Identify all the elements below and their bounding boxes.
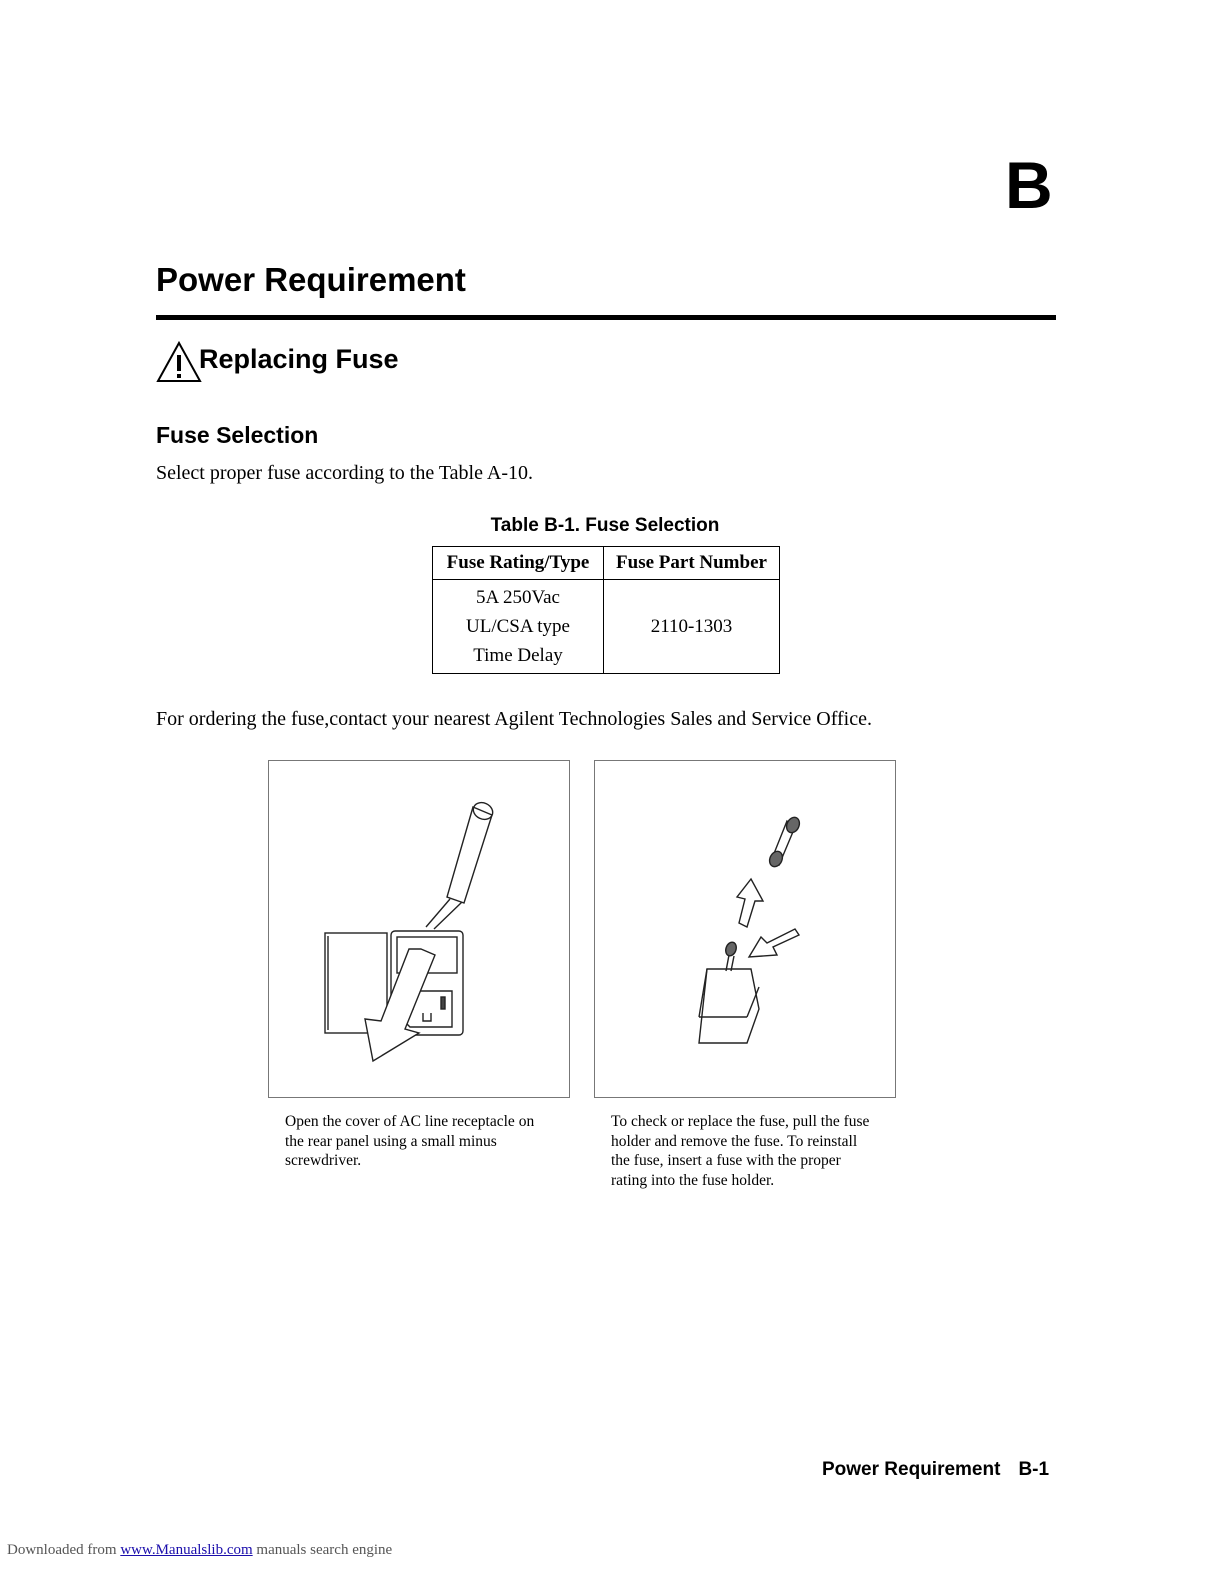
table-header-part-number: Fuse Part Number	[604, 547, 780, 580]
intro-text: Select proper fuse according to the Table A-10.	[156, 462, 533, 484]
chapter-title: Power Requirement	[156, 261, 466, 298]
figure-open-cover	[268, 760, 570, 1098]
fuse-selection-table	[432, 546, 780, 674]
subsection-title: Fuse Selection	[156, 422, 319, 448]
table-caption: Table B-1. Fuse Selection	[490, 515, 720, 536]
rating-line: 5A 250Vac	[476, 587, 560, 608]
caption-line: the rear panel using a small minus	[285, 1132, 497, 1150]
caption-line: To check or replace the fuse, pull the fuse	[611, 1113, 870, 1130]
table-header-rating: Fuse Rating/Type	[433, 547, 604, 580]
warning-icon	[156, 340, 202, 384]
order-text: For ordering the fuse,contact your nearest Agilent Technologies Sales and Service Office.	[156, 708, 872, 730]
figure-caption-right	[611, 1112, 911, 1190]
caption-line: screwdriver.	[285, 1152, 362, 1169]
table-header-row	[433, 547, 780, 580]
source-prefix: Downloaded from	[7, 1542, 117, 1558]
caption-line: holder and remove the fuse. To reinstall	[611, 1132, 858, 1150]
caption-line: the fuse, insert a fuse with the proper	[611, 1152, 841, 1169]
footer-page-number: B-1	[1018, 1459, 1050, 1480]
page-footer	[822, 1459, 1049, 1481]
fuse-holder-illustration	[595, 761, 895, 1097]
figure-replace-fuse	[594, 760, 896, 1098]
rating-line: Time Delay	[473, 645, 563, 666]
source-line	[7, 1542, 392, 1559]
section-title: Replacing Fuse	[199, 343, 399, 374]
rating-line: UL/CSA type	[466, 616, 570, 637]
source-suffix: manuals search engine	[256, 1542, 393, 1558]
part-number-cell: 2110-1303	[650, 615, 733, 637]
section-heading	[156, 340, 399, 384]
chapter-letter: B	[1005, 148, 1053, 222]
caption-line: rating into the fuse holder.	[611, 1171, 775, 1189]
footer-section-label: Power Requirement	[822, 1459, 1001, 1480]
title-rule	[156, 315, 1056, 320]
rating-cell	[433, 580, 604, 674]
caption-line: Open the cover of AC line receptacle on	[285, 1113, 535, 1130]
receptacle-screwdriver-illustration	[269, 761, 569, 1097]
figure-caption-left	[285, 1112, 585, 1171]
table-row	[433, 580, 780, 674]
source-link[interactable]: www.Manualslib.com	[120, 1542, 253, 1558]
